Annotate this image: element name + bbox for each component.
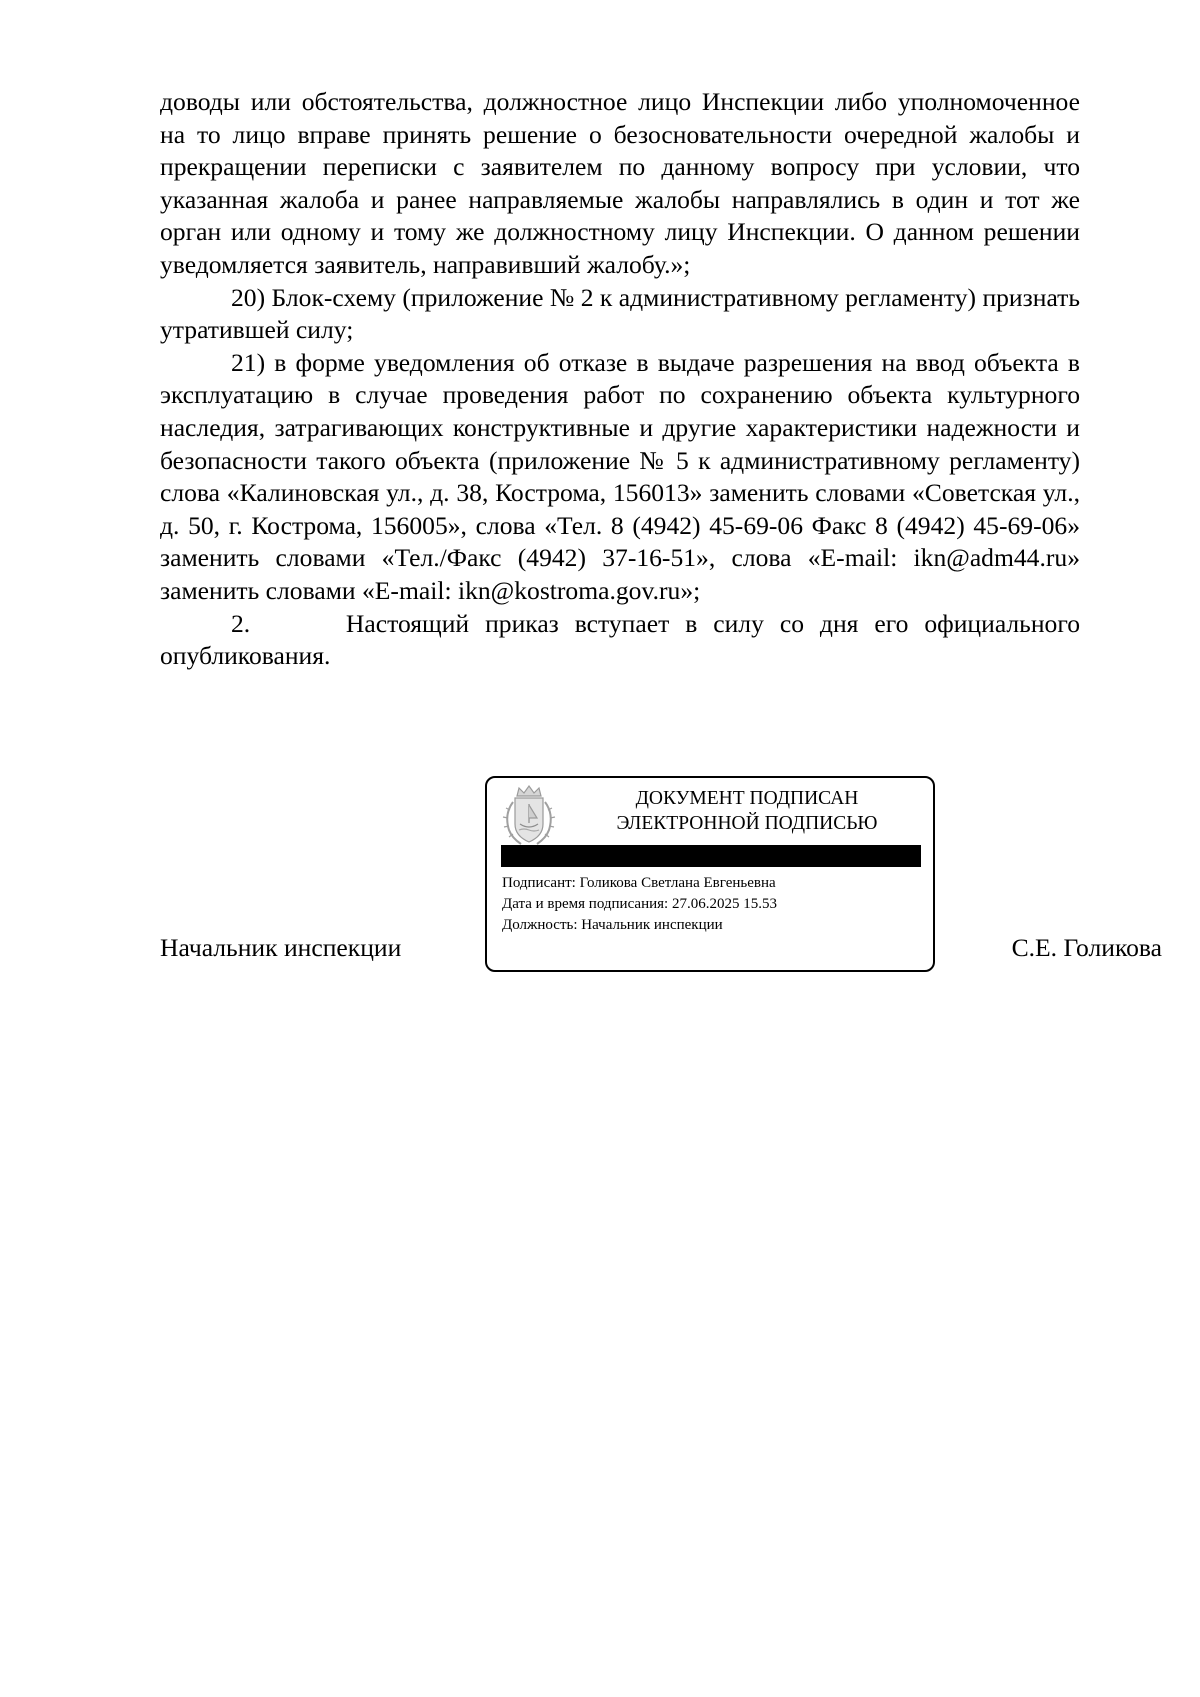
signer-name: С.Е. Голикова xyxy=(1011,933,1162,962)
stamp-title-line-1: ДОКУМЕНТ ПОДПИСАН xyxy=(635,788,859,809)
electronic-signature-stamp xyxy=(485,776,935,972)
stamp-signer: Подписант: Голикова Светлана Евгеньевна xyxy=(502,875,776,891)
certificate-redaction-bar xyxy=(501,845,921,867)
signature-position-label: Начальник инспекции xyxy=(160,933,402,962)
paragraph-item-21: 21) в форме уведомления об отказе в выдаче разрешения на ввод объекта в эксплуатацию в случае проведения работ по сохранению объекта культурного наследия, затрагивающих конструктивные и другие характеристики надежности и безопасности такого объекта (приложение № 5 к административному регламенту) слова «Калиновская ул., д. 38, Кострома, 156013» заменить словами «Советская ул., д. 50, г. Кострома, 156005», слова «Тел. 8 (4942) 45-69-06 Факс 8 (4942) 45-69-06» заменить словами «Тел./Факс (4942) 37-16-51», слова «E-mail: ikn@adm44.ru» заменить словами «E-mail: ikn@kostroma.gov.ru»; xyxy=(160,347,1080,605)
stamp-datetime: Дата и время подписания: 27.06.2025 15.53 xyxy=(502,896,777,912)
stamp-title xyxy=(597,786,897,836)
stamp-details xyxy=(502,873,777,936)
paragraph-item-20: 20) Блок-схему (приложение № 2 к административному регламенту) признать утратившей силу; xyxy=(160,282,1080,345)
paragraph-clause-2: 2. Настоящий приказ вступает в силу со дня его официального опубликования. xyxy=(160,608,1087,671)
coat-of-arms-icon xyxy=(501,784,557,848)
document-body xyxy=(160,86,1087,673)
stamp-title-line-2: ЭЛЕКТРОННОЙ ПОДПИСЬЮ xyxy=(616,813,878,834)
paragraph-continuation: доводы или обстоятельства, должностное лицо Инспекции либо уполномоченное на то лицо вправе принять решение о безосновательности очередной жалобы и прекращении переписки с заявителем по данному вопросу при условии, что указанная жалоба и ранее направляемые жалобы направлялись в один и тот же орган или одному и тому же должностному лицу Инспекции. О данном решении уведомляется заявитель, направивший жалобу.»; xyxy=(160,87,1080,279)
stamp-position: Должность: Начальник инспекции xyxy=(502,917,723,933)
